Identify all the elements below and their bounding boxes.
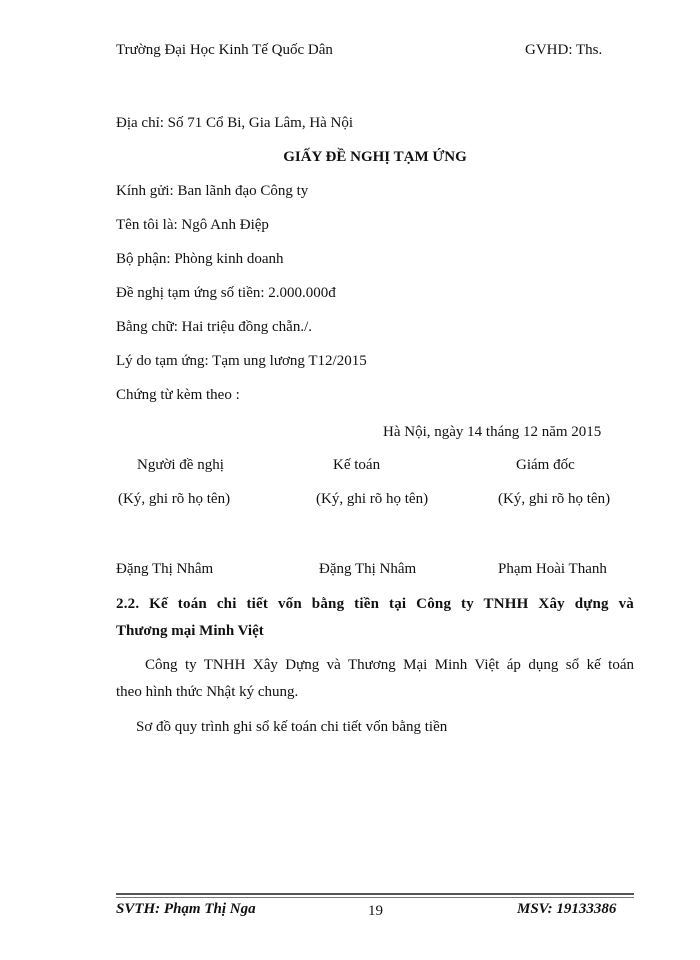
section-paragraph-line1: Công ty TNHH Xây Dựng và Thương Mại Minh Việt áp dụng sổ kế toán	[145, 657, 634, 673]
footer-rule-thin	[116, 897, 634, 898]
section-heading-line2: Thương mại Minh Việt	[116, 623, 264, 639]
form-attachments: Chứng từ kèm theo :	[116, 387, 240, 403]
signature-note-requester: (Ký, ghi rõ họ tên)	[118, 491, 231, 507]
footer-student: SVTH: Phạm Thị Nga	[116, 901, 256, 917]
form-date-place: Hà Nội, ngày 14 tháng 12 năm 2015	[383, 424, 602, 440]
signature-name-accountant: Đặng Thị Nhâm	[319, 561, 417, 577]
form-address: Địa chỉ: Số 71 Cổ Bi, Gia Lâm, Hà Nội	[116, 115, 354, 131]
section-paragraph-line2: theo hình thức Nhật ký chung.	[116, 684, 299, 700]
signature-name-requester: Đặng Thị Nhâm	[116, 561, 214, 577]
form-amount-words: Bằng chữ: Hai triệu đồng chẵn./.	[116, 319, 312, 335]
footer-rule-thick	[116, 893, 634, 895]
section-heading-line1: 2.2. Kế toán chi tiết vốn bằng tiền tại Công ty TNHH Xây dựng và	[116, 596, 634, 612]
form-recipient: Kính gửi: Ban lãnh đạo Công ty	[116, 183, 309, 199]
diagram-caption: Sơ đồ quy trình ghi sổ kế toán chi tiết vốn bằng tiền	[136, 719, 448, 735]
form-department: Bộ phận: Phòng kinh doanh	[116, 251, 284, 267]
signature-role-requester: Người đề nghị	[137, 457, 224, 473]
footer-student-id: MSV: 19133386	[517, 901, 617, 917]
form-name: Tên tôi là: Ngô Anh Điệp	[116, 217, 269, 233]
signature-role-director: Giám đốc	[516, 457, 575, 473]
signature-note-director: (Ký, ghi rõ họ tên)	[498, 491, 611, 507]
form-amount: Đề nghị tạm ứng số tiền: 2.000.000đ	[116, 285, 336, 301]
signature-note-accountant: (Ký, ghi rõ họ tên)	[316, 491, 429, 507]
signature-name-director: Phạm Hoài Thanh	[498, 561, 607, 577]
form-title: GIẤY ĐỀ NGHỊ TẠM ỨNG	[283, 149, 467, 165]
form-reason: Lý do tạm ứng: Tạm ung lương T12/2015	[116, 353, 367, 369]
footer-page-number: 19	[368, 903, 383, 919]
header-advisor: GVHD: Ths.	[525, 42, 603, 58]
header-school: Trường Đại Học Kinh Tế Quốc Dân	[116, 42, 333, 58]
signature-role-accountant: Kế toán	[333, 457, 381, 473]
